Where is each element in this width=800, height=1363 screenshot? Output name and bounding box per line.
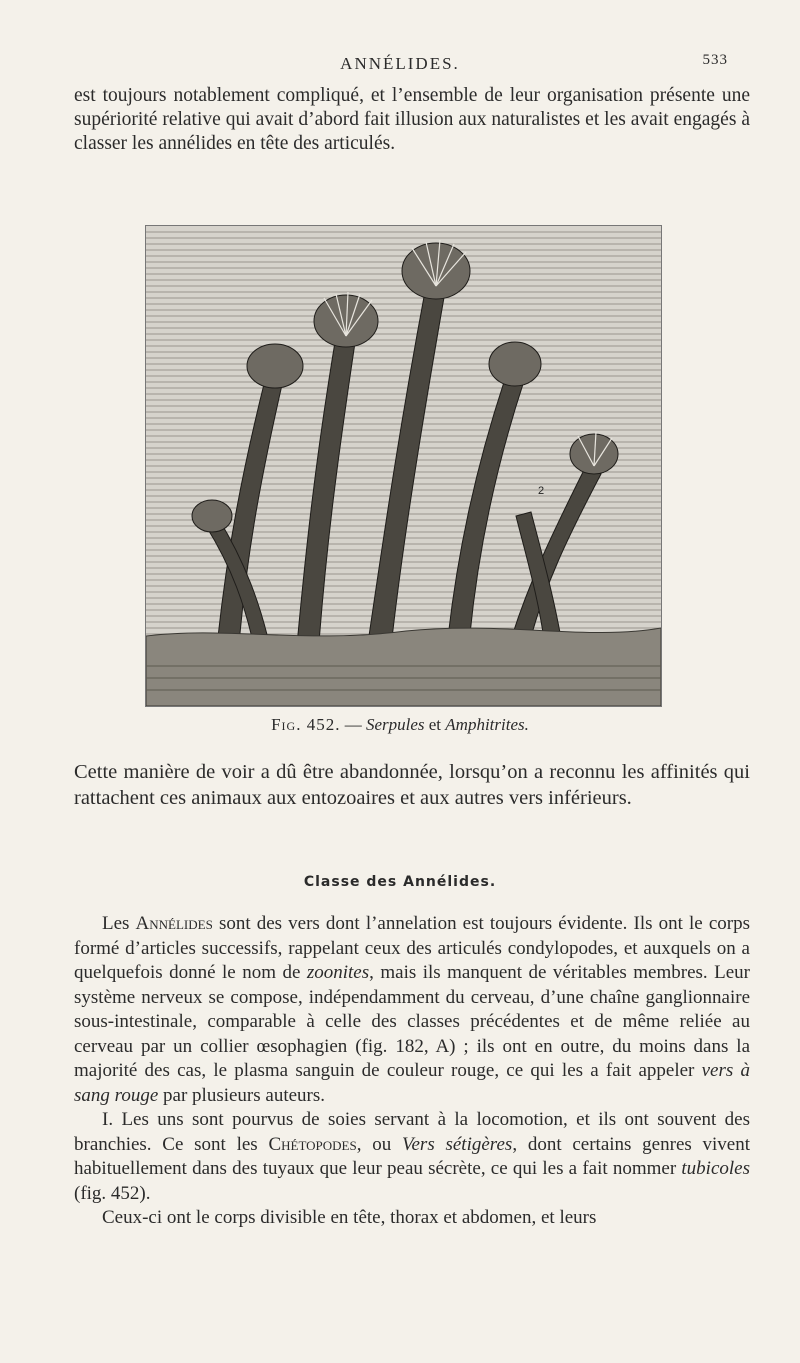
engraving-figure [145,225,662,707]
body-text [74,912,750,1231]
text-run: (fig. 452). [74,1182,151,1204]
text-run: par plusieurs auteurs. [158,1084,326,1106]
caption-conjunction: et [424,715,446,734]
caption-term-serpules: Serpules [365,715,425,734]
paragraph-abandoned-view: Cette manière de voir a dû être abandonnée, lorsqu’on a reconnu les affinités qui rattachent ces animaux aux entozoaires et aux autres vers inférieurs. [74,761,750,809]
text-run: Les [102,913,136,934]
term-chetopodes: Chétopodes [268,1133,357,1155]
text-run: , dont certains genres vivent habituellement dans des tuyaux que leur peau sécrète, ce qui les a fait nommer [74,1133,751,1179]
page-number: 533 [702,52,728,68]
caption-dash: — [340,715,366,734]
paragraph-annelides [74,912,750,1108]
figure-caption [0,715,800,735]
caption-term-amphitrites: Amphitrites. [445,715,529,734]
section-heading: Classe des Annélides. [303,874,497,890]
text-run: sont des vers dont l’annelation est toujours évidente. Ils ont le corps formé d’articles successifs, rappelant ceux des articulés condylopodes, et auxquels on a quelquefois donné le nom de [74,913,750,983]
term-vers-a-sang-rouge: vers à sang rouge [74,1060,750,1106]
running-title: ANNÉLIDES. [340,54,460,73]
term-zoonites: zoonites [306,962,370,983]
term-tubicoles: tubicoles [681,1158,750,1179]
text-run: , mais ils manquent de véritables membres. Leur système nerveux se compose, indépendamment du cerveau, d’une chaîne ganglionnaire sous-intestinale, comparable à celle des classes précédentes et de même reliée au cerveau par un collier œsophagien (fig. 182, A) ; ils ont en outre, du moins dans la majorité des cas, le plasma sanguin de couleur rouge, ce qui les a fait appeler [74,962,750,1081]
term-vers-setigeres: Vers sétigères [402,1133,513,1155]
intro-paragraph: est toujours notablement compliqué, et l’ensemble de leur organisation présente une supériorité relative qui avait d’abord fait illusion aux naturalistes et les avait engagés à classer les annélides en tête des articulés. [74,85,750,154]
caption-figure-number: Fig. 452. [271,715,341,734]
figure-plate-label: 2 [538,485,545,497]
text-run: , ou [356,1133,402,1155]
paragraph-chetopodes [74,1108,750,1206]
serpules-engraving [146,226,661,706]
text-run: I. Les uns sont pourvus de soies servant à la locomotion, et ils ont souvent des branchies. Ce sont les [74,1109,750,1155]
paragraph-ceux-ci: Ceux-ci ont le corps divisible en tête, thorax et abdomen, et leurs [102,1207,597,1228]
term-annelides: Annélides [135,913,213,934]
